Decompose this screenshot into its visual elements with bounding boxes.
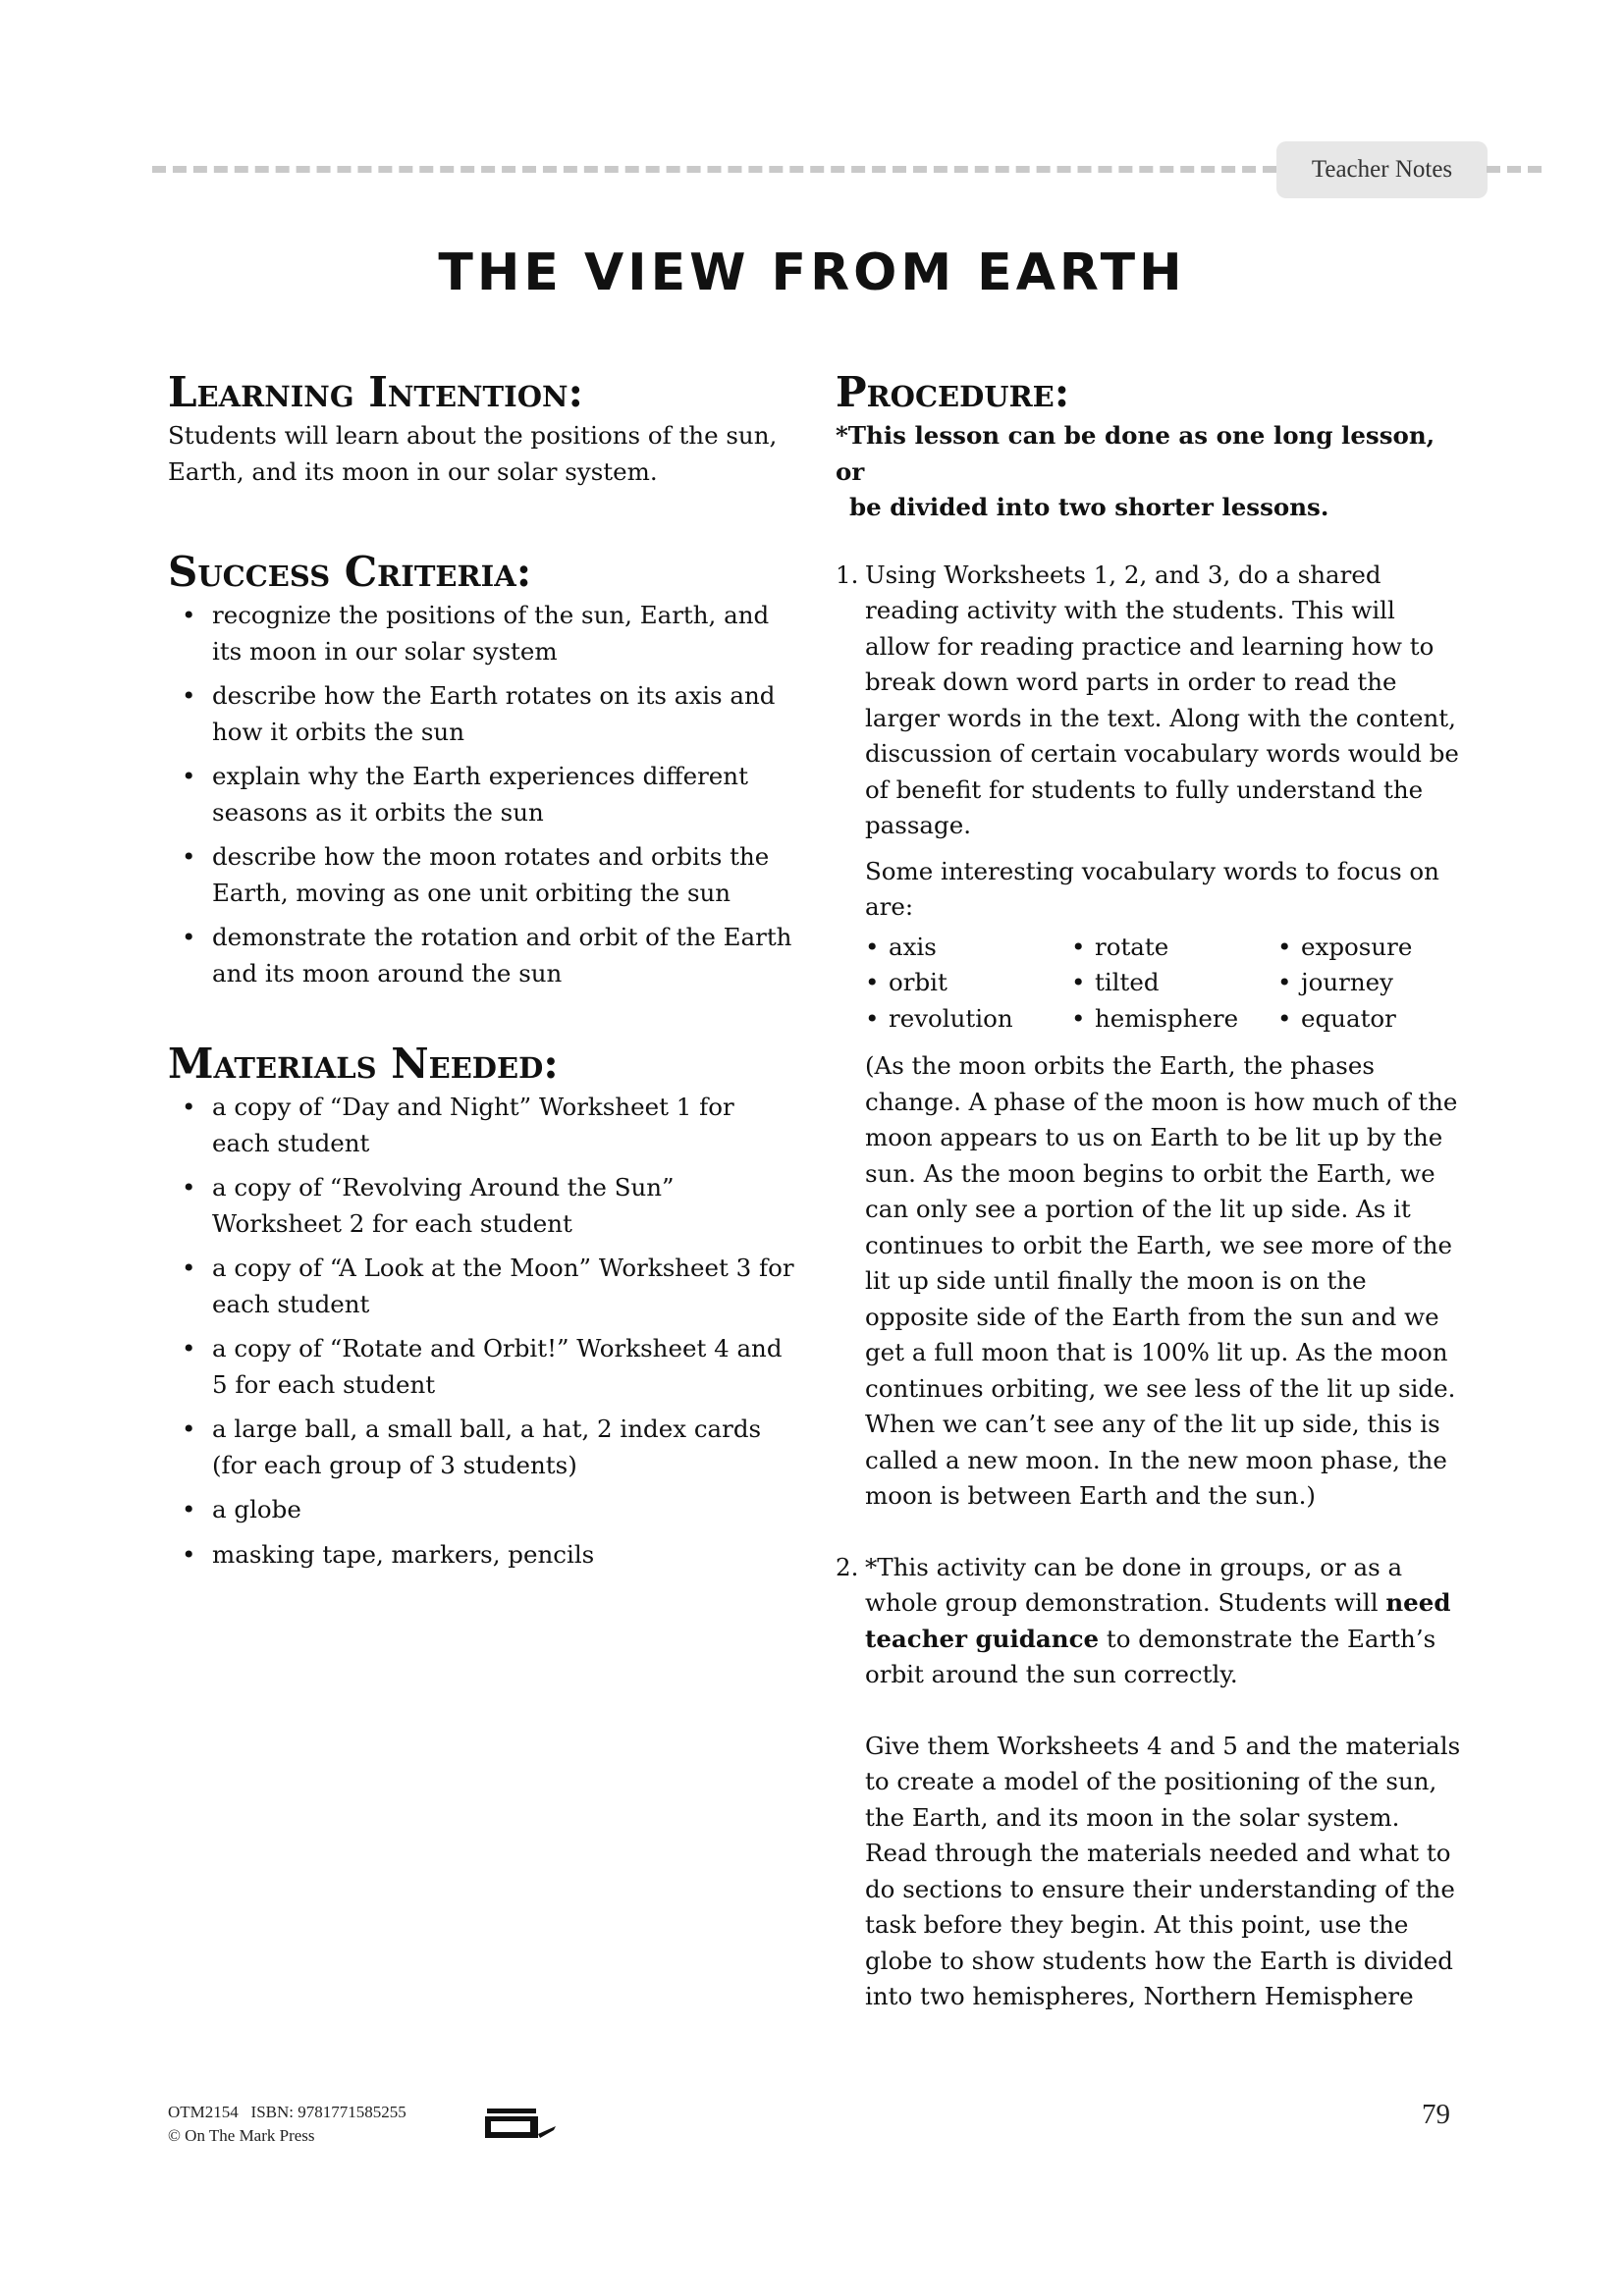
publisher-logo-icon — [483, 2105, 558, 2144]
bullet-icon: • — [182, 1415, 196, 1443]
list-item — [168, 678, 796, 750]
bullet-icon: • — [182, 1173, 196, 1201]
step-number: 2. — [836, 1552, 859, 1581]
bullet-icon: • — [182, 681, 196, 710]
bullet-icon: • — [865, 1003, 880, 1033]
vocab-intro: Some interesting vocabulary words to focus on are: — [865, 856, 1439, 921]
list-item-text: explain why the Earth experiences different seasons as it orbits the sun — [212, 762, 748, 827]
learning-intention-text: Students will learn about the positions of the sun, Earth, and its moon in our solar system. — [168, 421, 778, 486]
materials-list — [168, 1090, 796, 1573]
moon-phases-note: (As the moon orbits the Earth, the phases change. A phase of the moon is how much of the moon appears to us on Earth to be lit up by the sun. As the moon begins to orbit the Earth, we can only see a portion of the lit up side. As it continues to orbit the Earth, we see more of the lit up side until finally the moon is on the opposite side of the Earth from the sun and we get a full moon that is 100% lit up. As the moon continues orbiting, we see less of the lit up side. When we can’t see any of the lit up side, this is called a new moon. In the new moon phase, the moon is between Earth and the sun.) — [865, 1051, 1458, 1510]
page-title: THE VIEW FROM EARTH — [438, 243, 1186, 302]
vocab-item — [865, 965, 1071, 1001]
list-item-text: a large ball, a small ball, a hat, 2 index cards (for each group of 3 students) — [212, 1415, 762, 1479]
bullet-icon: • — [865, 932, 880, 961]
vocab-item — [1071, 1001, 1277, 1038]
copyright: © On The Mark Press — [168, 2126, 315, 2145]
materials-heading: Materials Needed: — [168, 1040, 559, 1088]
bullet-icon: • — [1277, 932, 1292, 961]
vocab-item — [1277, 1001, 1484, 1038]
right-column — [836, 367, 1464, 2015]
list-item — [168, 1170, 796, 1242]
list-item — [168, 839, 796, 911]
list-item — [168, 1251, 796, 1322]
bullet-icon: • — [865, 968, 880, 996]
vocab-list — [865, 930, 1464, 1038]
list-item — [168, 598, 796, 669]
vocab-item — [865, 930, 1071, 966]
list-item — [168, 1492, 796, 1528]
step-2-text-end: to demonstrate the Earth’s orbit around the sun correctly. — [865, 1624, 1436, 1688]
list-item-text: demonstrate the rotation and orbit of the Earth and its moon around the sun — [212, 923, 792, 988]
vocab-item — [865, 1001, 1071, 1038]
vocab-word: journey — [1301, 968, 1393, 996]
procedure-note-line2: be divided into two shorter lessons. — [849, 493, 1329, 521]
vocab-word: hemisphere — [1095, 1003, 1239, 1033]
step-2-emphasis: need teacher guidance — [865, 1588, 1451, 1653]
procedure-step-2 — [836, 1550, 1464, 2015]
step-2-text — [865, 1550, 1464, 1693]
header-dashed-rule — [152, 166, 1276, 173]
list-item-text: a copy of “Rotate and Orbit!” Worksheet 4 and 5 for each student — [212, 1334, 783, 1399]
list-item-text: a globe — [212, 1495, 301, 1523]
isbn: ISBN: 9781771585255 — [250, 2103, 406, 2121]
list-item-text: masking tape, markers, pencils — [212, 1539, 595, 1569]
list-item-text: recognize the positions of the sun, Earth, and its moon in our solar system — [212, 601, 770, 666]
vocab-item — [1071, 930, 1277, 966]
list-item — [168, 1537, 796, 1574]
list-item — [168, 1412, 796, 1483]
list-item-text: a copy of “A Look at the Moon” Worksheet 3 for each student — [212, 1254, 794, 1318]
procedure-heading: Procedure: — [836, 368, 1070, 416]
bullet-icon: • — [182, 1539, 196, 1569]
bullet-icon: • — [182, 842, 196, 871]
step-number: 1. — [836, 560, 859, 589]
bullet-icon: • — [182, 1334, 196, 1362]
procedure-note — [836, 418, 1464, 526]
bullet-icon: • — [182, 601, 196, 629]
learning-intention-heading: Learning Intention: — [168, 368, 583, 416]
vocab-item — [1277, 930, 1484, 966]
vocab-word: revolution — [889, 1003, 1013, 1033]
teacher-notes-tab — [1276, 141, 1488, 198]
vocab-word: tilted — [1095, 968, 1160, 996]
bullet-icon: • — [182, 1254, 196, 1282]
step-2-text-start: *This activity can be done in groups, or as a whole group demonstration. Students will — [865, 1552, 1403, 1617]
vocab-word: orbit — [889, 968, 947, 996]
header-dashed-rule-end — [1487, 166, 1542, 173]
bullet-icon: • — [182, 762, 196, 790]
list-item — [168, 1331, 796, 1403]
list-item-text: a copy of “Day and Night” Worksheet 1 for each student — [212, 1093, 734, 1157]
step-2-paragraph-2: Give them Worksheets 4 and 5 and the materials to create a model of the positioning of the sun, the Earth, and its moon in the solar system. Read through the materials needed and what to do sections to ensure their understanding of the task before they begin. At this point, use the globe to show students how the Earth is divided into two hemispheres, Northern Hemisphere — [865, 1731, 1461, 2010]
step-1-text: Using Worksheets 1, 2, and 3, do a shared reading activity with the students. This will allow for reading practice and learning how to break down word parts in order to read the larger words in the text. Along with the content, discussion of certain vocabulary words would be of benefit for students to fully understand the passage. — [865, 560, 1459, 839]
procedure-note-line1: *This lesson can be done as one long lesson, or — [836, 421, 1435, 486]
list-item-text: a copy of “Revolving Around the Sun” Worksheet 2 for each student — [212, 1173, 675, 1238]
vocab-word: axis — [889, 932, 937, 961]
bullet-icon: • — [182, 1093, 196, 1121]
vocab-item — [1277, 965, 1484, 1001]
vocab-item — [1071, 965, 1277, 1001]
teacher-notes-label: Teacher Notes — [1311, 156, 1453, 183]
vocab-word: rotate — [1095, 932, 1169, 961]
left-column — [168, 367, 796, 1581]
bullet-icon: • — [1277, 1003, 1292, 1033]
procedure-step-1 — [836, 558, 1464, 1515]
bullet-icon: • — [182, 1495, 196, 1523]
vocab-word: exposure — [1301, 932, 1413, 961]
bullet-icon: • — [1071, 932, 1086, 961]
procedure-steps — [836, 558, 1464, 2015]
product-code: OTM2154 — [168, 2103, 239, 2121]
success-criteria-list — [168, 598, 796, 991]
page-number: 79 — [1422, 2099, 1450, 2130]
list-item-text: describe how the Earth rotates on its axis and how it orbits the sun — [212, 681, 776, 746]
bullet-icon: • — [1071, 968, 1086, 996]
bullet-icon: • — [1277, 968, 1292, 996]
bullet-icon: • — [182, 923, 196, 951]
list-item-text: describe how the moon rotates and orbits the Earth, moving as one unit orbiting the sun — [212, 842, 770, 907]
bullet-icon: • — [1071, 1003, 1086, 1033]
success-criteria-heading: Success Criteria: — [168, 548, 532, 596]
list-item — [168, 920, 796, 991]
vocab-word: equator — [1301, 1003, 1396, 1033]
list-item — [168, 759, 796, 830]
list-item — [168, 1090, 796, 1161]
footer-publisher-info — [168, 2101, 406, 2148]
